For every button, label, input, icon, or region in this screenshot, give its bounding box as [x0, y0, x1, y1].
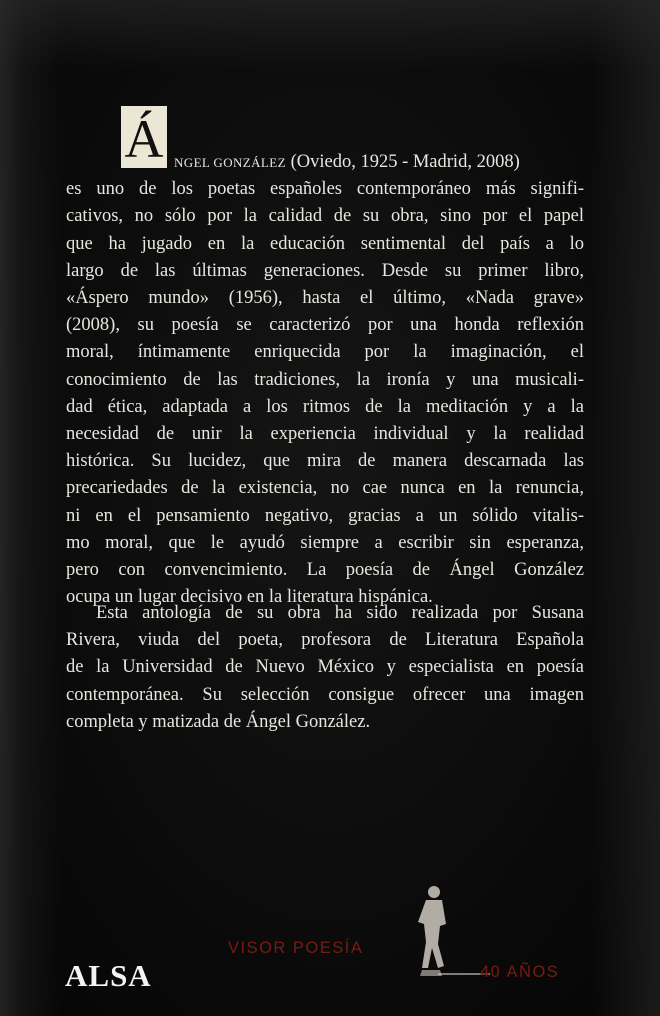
anniversary-label: 40 AÑOS — [480, 963, 560, 981]
bio-line: cativos, no sólo por la calidad de su obra, sino por el papel — [66, 206, 584, 227]
author-dates: (Oviedo, 1925 - Madrid, 2008) — [285, 152, 520, 172]
worn-edge-top — [0, 0, 660, 70]
bio-line: moral, íntimamente enriquecida por la imaginación, el — [66, 342, 584, 363]
bio-line: es uno de los poetas españoles contemporáneo más signifi- — [66, 179, 584, 200]
worn-edge-right — [590, 0, 660, 1016]
worn-edge-left — [0, 0, 62, 1016]
anthology-line: Esta antología de su obra ha sido realizada por Susana — [96, 603, 584, 623]
bio-line: pero con convencimiento. La poesía de Ángel González — [66, 560, 584, 581]
walking-figure-icon — [382, 878, 492, 988]
imprint-label: VISOR POESÍA — [228, 939, 364, 957]
anthology-line: contemporánea. Su selección consigue ofrecer una imagen — [66, 684, 584, 705]
author-name-smallcaps: NGEL GONZÁLEZ — [174, 155, 286, 170]
bio-line: largo de las últimas generaciones. Desde su primer libro, — [66, 260, 584, 281]
bio-line: conocimiento de las tradiciones, la ironía y una musicali- — [66, 369, 584, 390]
bio-line: necesidad de unir la experiencia individual y la realidad — [66, 424, 584, 445]
publisher-logo-text: ALSA — [65, 958, 152, 993]
anthology-line: de la Universidad de Nuevo México y especialista en poesía — [66, 657, 584, 678]
bio-line: que ha jugado en la educación sentimental del país a lo — [66, 233, 584, 254]
bio-line: ocupa un lugar decisivo en la literatura hispánica. — [66, 587, 433, 608]
bio-line: dad ética, adaptada a los ritmos de la meditación y a la — [66, 396, 584, 417]
bio-line: mo moral, que le ayudó siempre a escribir sin esperanza, — [66, 532, 584, 553]
bio-line: (2008), su poesía se caracterizó por una honda reflexión — [66, 315, 584, 336]
anthology-line: Rivera, viuda del poeta, profesora de Literatura Española — [66, 630, 584, 651]
anthology-line: completa y matizada de Ángel González. — [66, 711, 371, 732]
bio-line: histórica. Su lucidez, que mira de manera descarnada las — [66, 451, 584, 472]
bio-line: ni en el pensamiento negativo, gracias a un sólido vitalis- — [66, 505, 584, 526]
bio-line: precariedades de la existencia, no cae nunca en la renuncia, — [66, 478, 584, 499]
bio-line: «Áspero mundo» (1956), hasta el último, «Nada grave» — [66, 288, 584, 309]
drop-cap: Á — [121, 106, 167, 168]
author-bio — [66, 106, 584, 611]
anthology-note — [66, 600, 584, 736]
